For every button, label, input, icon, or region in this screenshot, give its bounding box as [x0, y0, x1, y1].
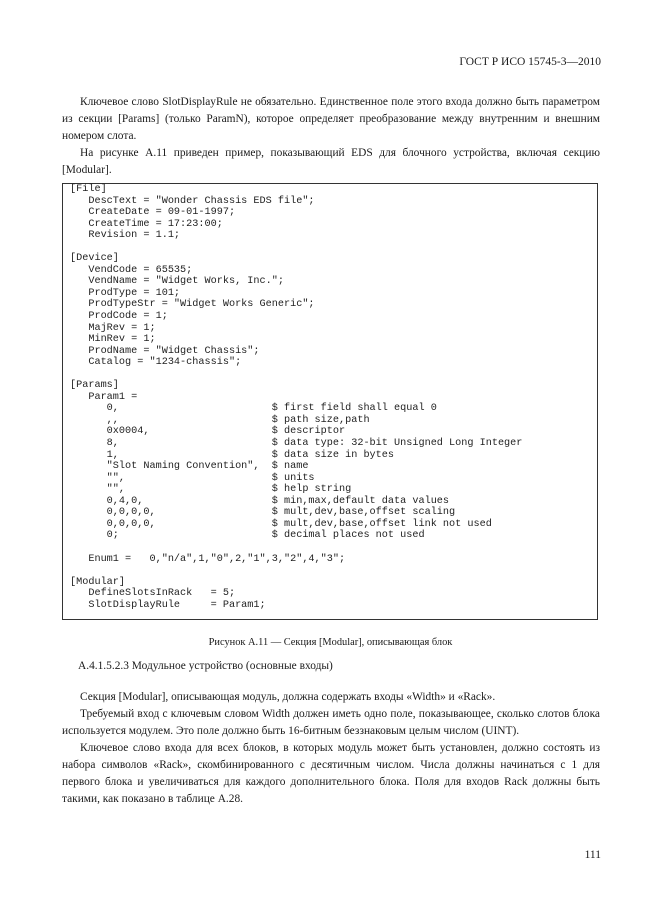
code-line: VendName = "Widget Works, Inc."; [70, 276, 284, 288]
paragraph-rack-entry [62, 740, 600, 808]
code-line: CreateTime = 17:23:00; [70, 218, 223, 230]
code-line: "", $ help string [70, 484, 352, 496]
code-line: [Params] [70, 380, 119, 392]
paragraph-slotdisplayrule [62, 94, 600, 145]
paragraph-text: На рисунке А.11 приведен пример, показывающий EDS для блочного устройства, включая секцию [Modular]. [62, 147, 600, 176]
code-line: SlotDisplayRule = Param1; [70, 599, 266, 611]
document-header: ГОСТ Р ИСО 15745-3—2010 [459, 56, 601, 68]
code-line: 0,4,0, $ min,max,default data values [70, 495, 450, 507]
code-line: 8, $ data type: 32-bit Unsigned Long Integer [70, 438, 523, 450]
code-line: 0,0,0,0, $ mult,dev,base,offset scaling [70, 507, 456, 519]
code-line: DefineSlotsInRack = 5; [70, 588, 236, 600]
code-line: 0, $ first field shall equal 0 [70, 403, 437, 415]
code-line: CreateDate = 09-01-1997; [70, 207, 236, 219]
paragraph-width-entry [62, 706, 600, 740]
code-line: ,, $ path size,path [70, 414, 370, 426]
code-line: MinRev = 1; [70, 334, 156, 346]
paragraph-text: Требуемый вход с ключевым словом Width должен иметь одно поле, показывающее, сколько слотов блока используется модулем. Это поле должно быть 16-битным беззнаковым целым числом (UINT). [62, 708, 600, 737]
paragraph-text: Ключевое слово входа для всех блоков, в которых модуль может быть установлен, должно состоять из набора символов «Rack», скомбинированного с десятичным числом. Числа должны начинаться с 1 для первого блока и увеличиваться для каждого дополнительного блока. Поля для входов Rack должны быть такими, как показано в таблице А.28. [62, 742, 600, 805]
code-line: "Slot Naming Convention", $ name [70, 461, 309, 473]
paragraph-text: Секция [Modular], описывающая модуль, должна содержать входы «Width» и «Rack». [80, 691, 496, 703]
paragraph-figure-reference [62, 145, 600, 179]
code-line: 0x0004, $ descriptor [70, 426, 346, 438]
code-line: 1, $ data size in bytes [70, 449, 395, 461]
eds-code-listing [70, 184, 522, 611]
code-line: ProdType = 101; [70, 287, 181, 299]
code-line: VendCode = 65535; [70, 264, 193, 276]
code-line: [File] [70, 184, 107, 195]
code-line: [Modular] [70, 576, 126, 588]
code-line: 0,0,0,0, $ mult,dev,base,offset link not used [70, 518, 492, 530]
code-line: Catalog = "1234-chassis"; [70, 357, 242, 369]
code-line: ProdTypeStr = "Widget Works Generic"; [70, 299, 315, 311]
code-line: MajRev = 1; [70, 322, 156, 334]
code-line: "", $ units [70, 472, 315, 484]
code-line: DescText = "Wonder Chassis EDS file"; [70, 195, 315, 207]
code-line: 0; $ decimal places not used [70, 530, 425, 542]
code-line: Enum1 = 0,"n/a",1,"0",2,"1",3,"2",4,"3"; [70, 553, 346, 565]
code-line: Param1 = [70, 391, 138, 403]
code-line: ProdName = "Widget Chassis"; [70, 345, 260, 357]
code-line: [Device] [70, 253, 119, 265]
paragraph-text: Ключевое слово SlotDisplayRule не обязательно. Единственное поле этого входа должно быть параметром из секции [Params] (только ParamN), которое определяет преобразование между внутренним и внешним номером слота. [62, 96, 600, 142]
figure-caption: Рисунок А.11 — Секция [Modular], описывающая блок [208, 637, 453, 648]
page-number: 111 [584, 849, 601, 861]
paragraph-modular-section [62, 689, 600, 706]
code-line: ProdCode = 1; [70, 311, 168, 323]
code-line: Revision = 1.1; [70, 230, 181, 242]
subsection-heading: А.4.1.5.2.3 Модульное устройство (основные входы) [78, 660, 333, 672]
